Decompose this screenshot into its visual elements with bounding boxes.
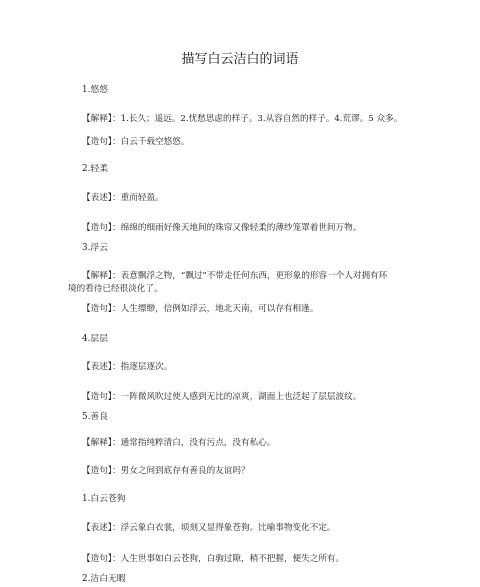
- entry-line: 【解释】：1.长久；遥远。2.忧愁思虑的样子。3.从容自然的样子。4.荒谬。5 众多。: [82, 114, 403, 124]
- entry-line: 境的看待已经很淡化了。: [68, 284, 163, 294]
- entry-line: 【解释】：通常指纯粹清白，没有污点，没有私心。: [82, 438, 276, 448]
- entry-line: 【造句】：人生世事如白云苍狗，白驹过隙，稍不把握，便失之所有。: [82, 554, 345, 564]
- entry-line: 【造句】：一阵微风吹过使人感到无比的凉爽，湖面上也泛起了层层波纹。: [82, 392, 362, 402]
- entry-heading: 1.悠悠: [82, 85, 108, 95]
- entry-line: 【造句】：白云千载空悠悠。: [82, 137, 190, 147]
- entry-heading: 4.层层: [82, 334, 108, 344]
- entry-line: 【解释】：表意飘浮之物，“飘过”不带走任何东西，更形象的形容一个人对拥有环: [82, 271, 388, 281]
- entry-heading: 2.洁白无暇: [82, 574, 126, 584]
- entry-heading: 2.轻柔: [82, 164, 108, 174]
- entry-line: 【造句】：人生缥缈，信例如浮云，地北天南，可以存有相逢。: [82, 304, 319, 314]
- entry-line: 【造句】：男女之间到底存有善良的友谊吗？: [82, 466, 250, 476]
- entry-line: 【表述】：指逐层逐次。: [82, 362, 173, 372]
- entry-line: 【造句】：绵绵的细雨好像天地间的珠帘又像轻柔的薄纱笼罩着世间万物。: [82, 223, 362, 233]
- entry-line: 【表述】：浮云象白衣裳，顷刻又显得象苍狗。比喻事物变化不定。: [82, 523, 336, 533]
- entry-line: 【表述】：重而轻盈。: [82, 193, 164, 203]
- page-title: 描写白云洁白的词语: [181, 52, 299, 67]
- entry-heading: 3.浮云: [82, 243, 108, 253]
- entry-heading: 1.白云苍狗: [82, 494, 126, 504]
- entry-heading: 5.善良: [82, 412, 108, 422]
